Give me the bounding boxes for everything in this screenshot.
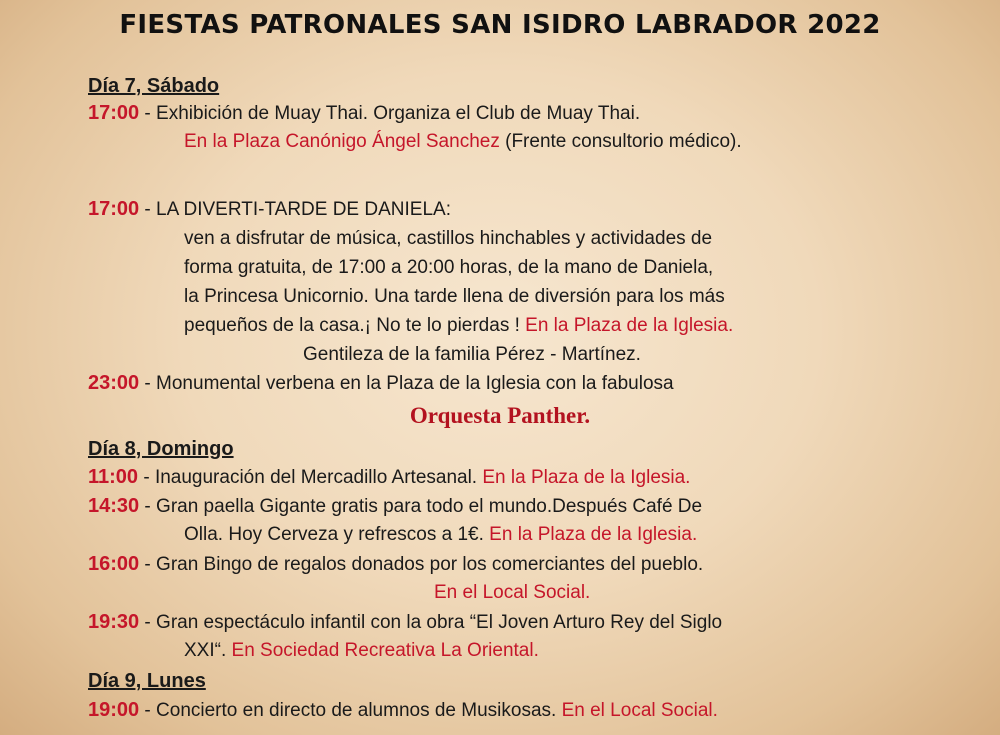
event-desc-line: forma gratuita, de 17:00 a 20:00 horas, de la mano de Daniela, <box>184 257 714 278</box>
event-time: 11:00 <box>88 466 139 488</box>
day-9-heading: Día 9, Lunes <box>88 670 206 692</box>
band-name: Orquesta Panther. <box>409 403 591 428</box>
event-day8-arturo <box>88 610 722 635</box>
event-time: 16:00 <box>88 553 140 575</box>
event-day7-divertitarde <box>88 197 451 222</box>
event-place: En Sociedad Recreativa La Oriental. <box>231 640 539 661</box>
event-text: - LA DIVERTI-TARDE DE DANIELA: <box>139 199 451 220</box>
event-place: En la Plaza de la Iglesia. <box>489 524 698 545</box>
event-note: (Frente consultorio médico). <box>499 131 742 152</box>
event-time: 17:00 <box>88 198 140 220</box>
event-text: - Inauguración del Mercadillo Artesanal. <box>138 467 483 488</box>
day-7-heading: Día 7, Sábado <box>88 75 220 97</box>
event-day8-paella <box>88 494 702 519</box>
event-place: En la Plaza Canónigo Ángel Sanchez <box>184 131 500 152</box>
event-courtesy: Gentileza de la familia Pérez - Martínez. <box>303 344 641 365</box>
event-desc-line <box>184 314 733 338</box>
event-day8-bingo <box>88 552 703 577</box>
event-text: - Concierto en directo de alumnos de Musikosas. <box>139 700 562 721</box>
event-place: En la Plaza de la Iglesia. <box>482 467 691 488</box>
event-desc-line: la Princesa Unicornio. Una tarde llena de diversión para los más <box>184 286 725 307</box>
page-title: FIESTAS PATRONALES SAN ISIDRO LABRADOR 2022 <box>119 10 881 40</box>
event-time: 19:30 <box>88 611 140 633</box>
event-place: En el Local Social. <box>434 582 591 603</box>
event-day8-mercadillo <box>88 465 690 490</box>
event-time: 19:00 <box>88 699 140 721</box>
event-desc-line: ven a disfrutar de música, castillos hinchables y actividades de <box>184 228 713 249</box>
event-desc-text: Olla. Hoy Cerveza y refrescos a 1€. <box>184 524 490 545</box>
day-8-heading: Día 8, Domingo <box>88 438 234 460</box>
event-place: En el Local Social. <box>561 700 718 721</box>
event-day7-muaythai-location <box>184 130 742 154</box>
event-text: - Gran Bingo de regalos donados por los comerciantes del pueblo. <box>139 554 704 575</box>
event-day8-paella-cont <box>184 523 697 547</box>
event-text: - Gran espectáculo infantil con la obra “El Joven Arturo Rey del Siglo <box>139 612 723 633</box>
event-text: - Monumental verbena en la Plaza de la Iglesia con la fabulosa <box>139 373 674 394</box>
event-day7-muaythai <box>88 101 640 126</box>
event-time: 23:00 <box>88 372 140 394</box>
event-time: 14:30 <box>88 495 140 517</box>
event-desc-text: XXI“. <box>184 640 232 661</box>
event-place: En la Plaza de la Iglesia. <box>525 315 734 336</box>
event-day7-verbena <box>88 371 674 396</box>
event-text: - Exhibición de Muay Thai. Organiza el Club de Muay Thai. <box>139 103 641 124</box>
event-desc-text: pequeños de la casa.¡ No te lo pierdas ! <box>184 315 526 336</box>
event-time: 17:00 <box>88 102 140 124</box>
event-text: - Gran paella Gigante gratis para todo el mundo.Después Café De <box>139 496 703 517</box>
event-day8-arturo-cont <box>184 639 539 663</box>
event-day9-concierto <box>88 698 718 723</box>
